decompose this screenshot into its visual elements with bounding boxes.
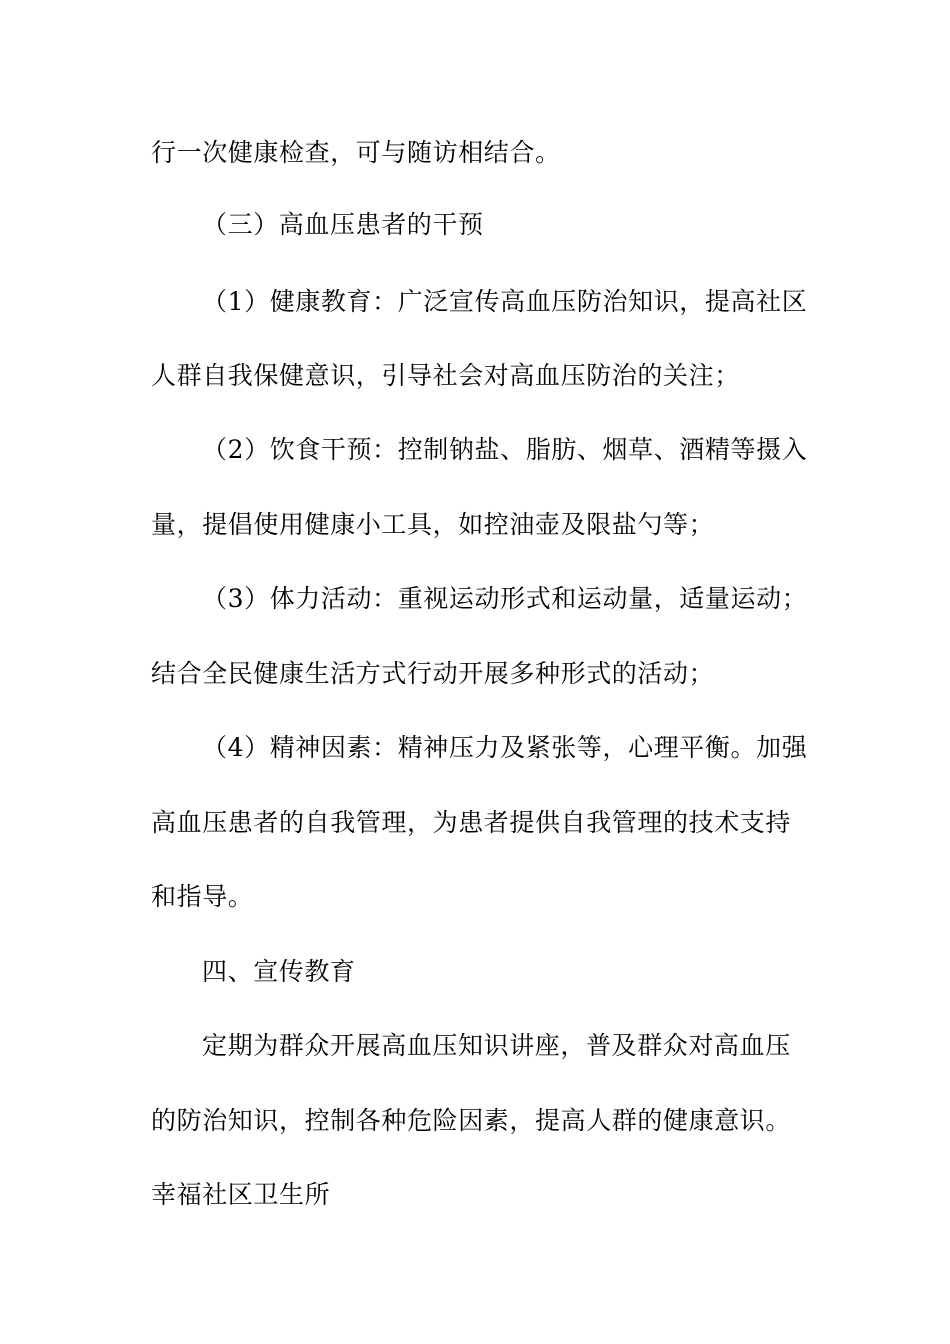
section-heading-3: （三）高血压患者的干预: [202, 210, 484, 239]
text-line-3: （1）健康教育：广泛宣传高血压防治知识，提高社区: [202, 287, 808, 316]
text-line-13: 定期为群众开展高血压知识讲座，普及群众对高血压: [202, 1031, 791, 1060]
signature-line: 幸福社区卫生所: [151, 1180, 331, 1209]
text-line-14: 的防治知识，控制各种危险因素，提高人群的健康意识。: [151, 1106, 792, 1135]
text-line-6: 量，提倡使用健康小工具，如控油壶及限盐勺等；: [151, 510, 715, 539]
text-line-8: 结合全民健康生活方式行动开展多种形式的活动；: [151, 659, 715, 688]
text-line-1: 行一次健康检查，可与随访相结合。: [151, 138, 561, 167]
text-line-5: （2）饮食干预：控制钠盐、脂肪、烟草、酒精等摄入: [202, 435, 808, 464]
section-heading-4: 四、宣传教育: [202, 957, 356, 986]
text-line-7: （3）体力活动：重视运动形式和运动量，适量运动；: [202, 584, 808, 613]
text-line-10: 高血压患者的自我管理，为患者提供自我管理的技术支持: [151, 808, 792, 837]
text-line-9: （4）精神因素：精神压力及紧张等，心理平衡。加强: [202, 733, 808, 762]
text-line-4: 人群自我保健意识，引导社会对高血压防治的关注；: [151, 361, 740, 390]
text-line-11: 和指导。: [151, 882, 254, 911]
